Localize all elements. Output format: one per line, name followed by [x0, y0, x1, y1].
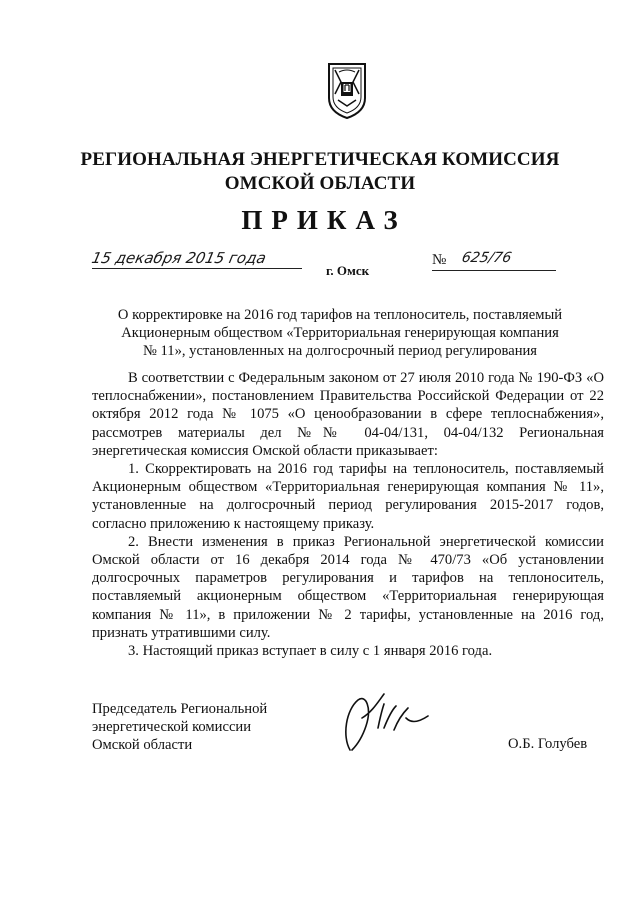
organization-name-line2: ОМСКОЙ ОБЛАСТИ — [224, 173, 416, 194]
subject-line: № 11», установленных на долгосрочный период регулирования — [142, 343, 538, 359]
position-line: Председатель Региональной — [92, 701, 268, 717]
order-item-1: 1. Скорректировать на 2016 год тарифы на теплоноситель, поставляемый Акционерным обществом «Территориальная генерирующая компания № 11», установленные на долгосрочный период регулирования 2015-2017 годов, согласно приложению к настоящему приказу. — [92, 461, 604, 532]
intro-paragraph: В соответствии с Федеральным законом от 27 июля 2010 года № 190-ФЗ «О теплоснабжении», постановлением Правительства Российской Федерации от 22 октября 2012 года № 1075 «О ценообразовании в сфере теплоснабжения», рассмотрев материалы дел №№ 04-04/131, 04-04/132 Региональная энергетическая комиссия Омской области приказывает: — [92, 370, 604, 459]
date-underline — [92, 268, 302, 269]
document-title: ПРИКАЗ — [241, 205, 407, 235]
handwritten-signature — [332, 688, 442, 758]
subject-line: О корректировке на 2016 год тарифов на теплоноситель, поставляемый — [117, 307, 563, 323]
number-label: № — [432, 252, 447, 268]
order-item-3: 3. Настоящий приказ вступает в силу с 1 января 2016 года. — [128, 643, 493, 660]
position-line: энергетической комиссии — [92, 719, 252, 736]
order-body — [92, 369, 604, 660]
handwritten-date: 15 декабря 2015 года — [90, 249, 268, 267]
order-item-2: 2. Внести изменения в приказ Региональной энергетической комиссии Омской области от 16 декабря 2014 года № 470/73 «Об установлении долгосрочных параметров регулирования и тарифов на теплоноситель, поставляемый акционерным обществом «Территориальная генерирующая компания № 11», в приложении № 2 тарифы, установленные на 2016 год, признать утратившими силу. — [92, 533, 604, 641]
signatory-name: О.Б. Голубев — [508, 736, 588, 752]
subject-line: Акционерным обществом «Территориальная генерирующая компания — [121, 325, 559, 341]
number-underline — [432, 270, 556, 271]
city-label: г. Омск — [326, 263, 370, 278]
coat-of-arms-emblem — [325, 60, 369, 120]
order-subject — [100, 306, 580, 360]
signatory-position — [92, 700, 267, 755]
organization-name-line1: РЕГИОНАЛЬНАЯ ЭНЕРГЕТИЧЕСКАЯ КОМИССИЯ — [80, 149, 560, 170]
handwritten-number: 625/76 — [460, 250, 513, 266]
position-line: Омской области — [92, 737, 193, 754]
